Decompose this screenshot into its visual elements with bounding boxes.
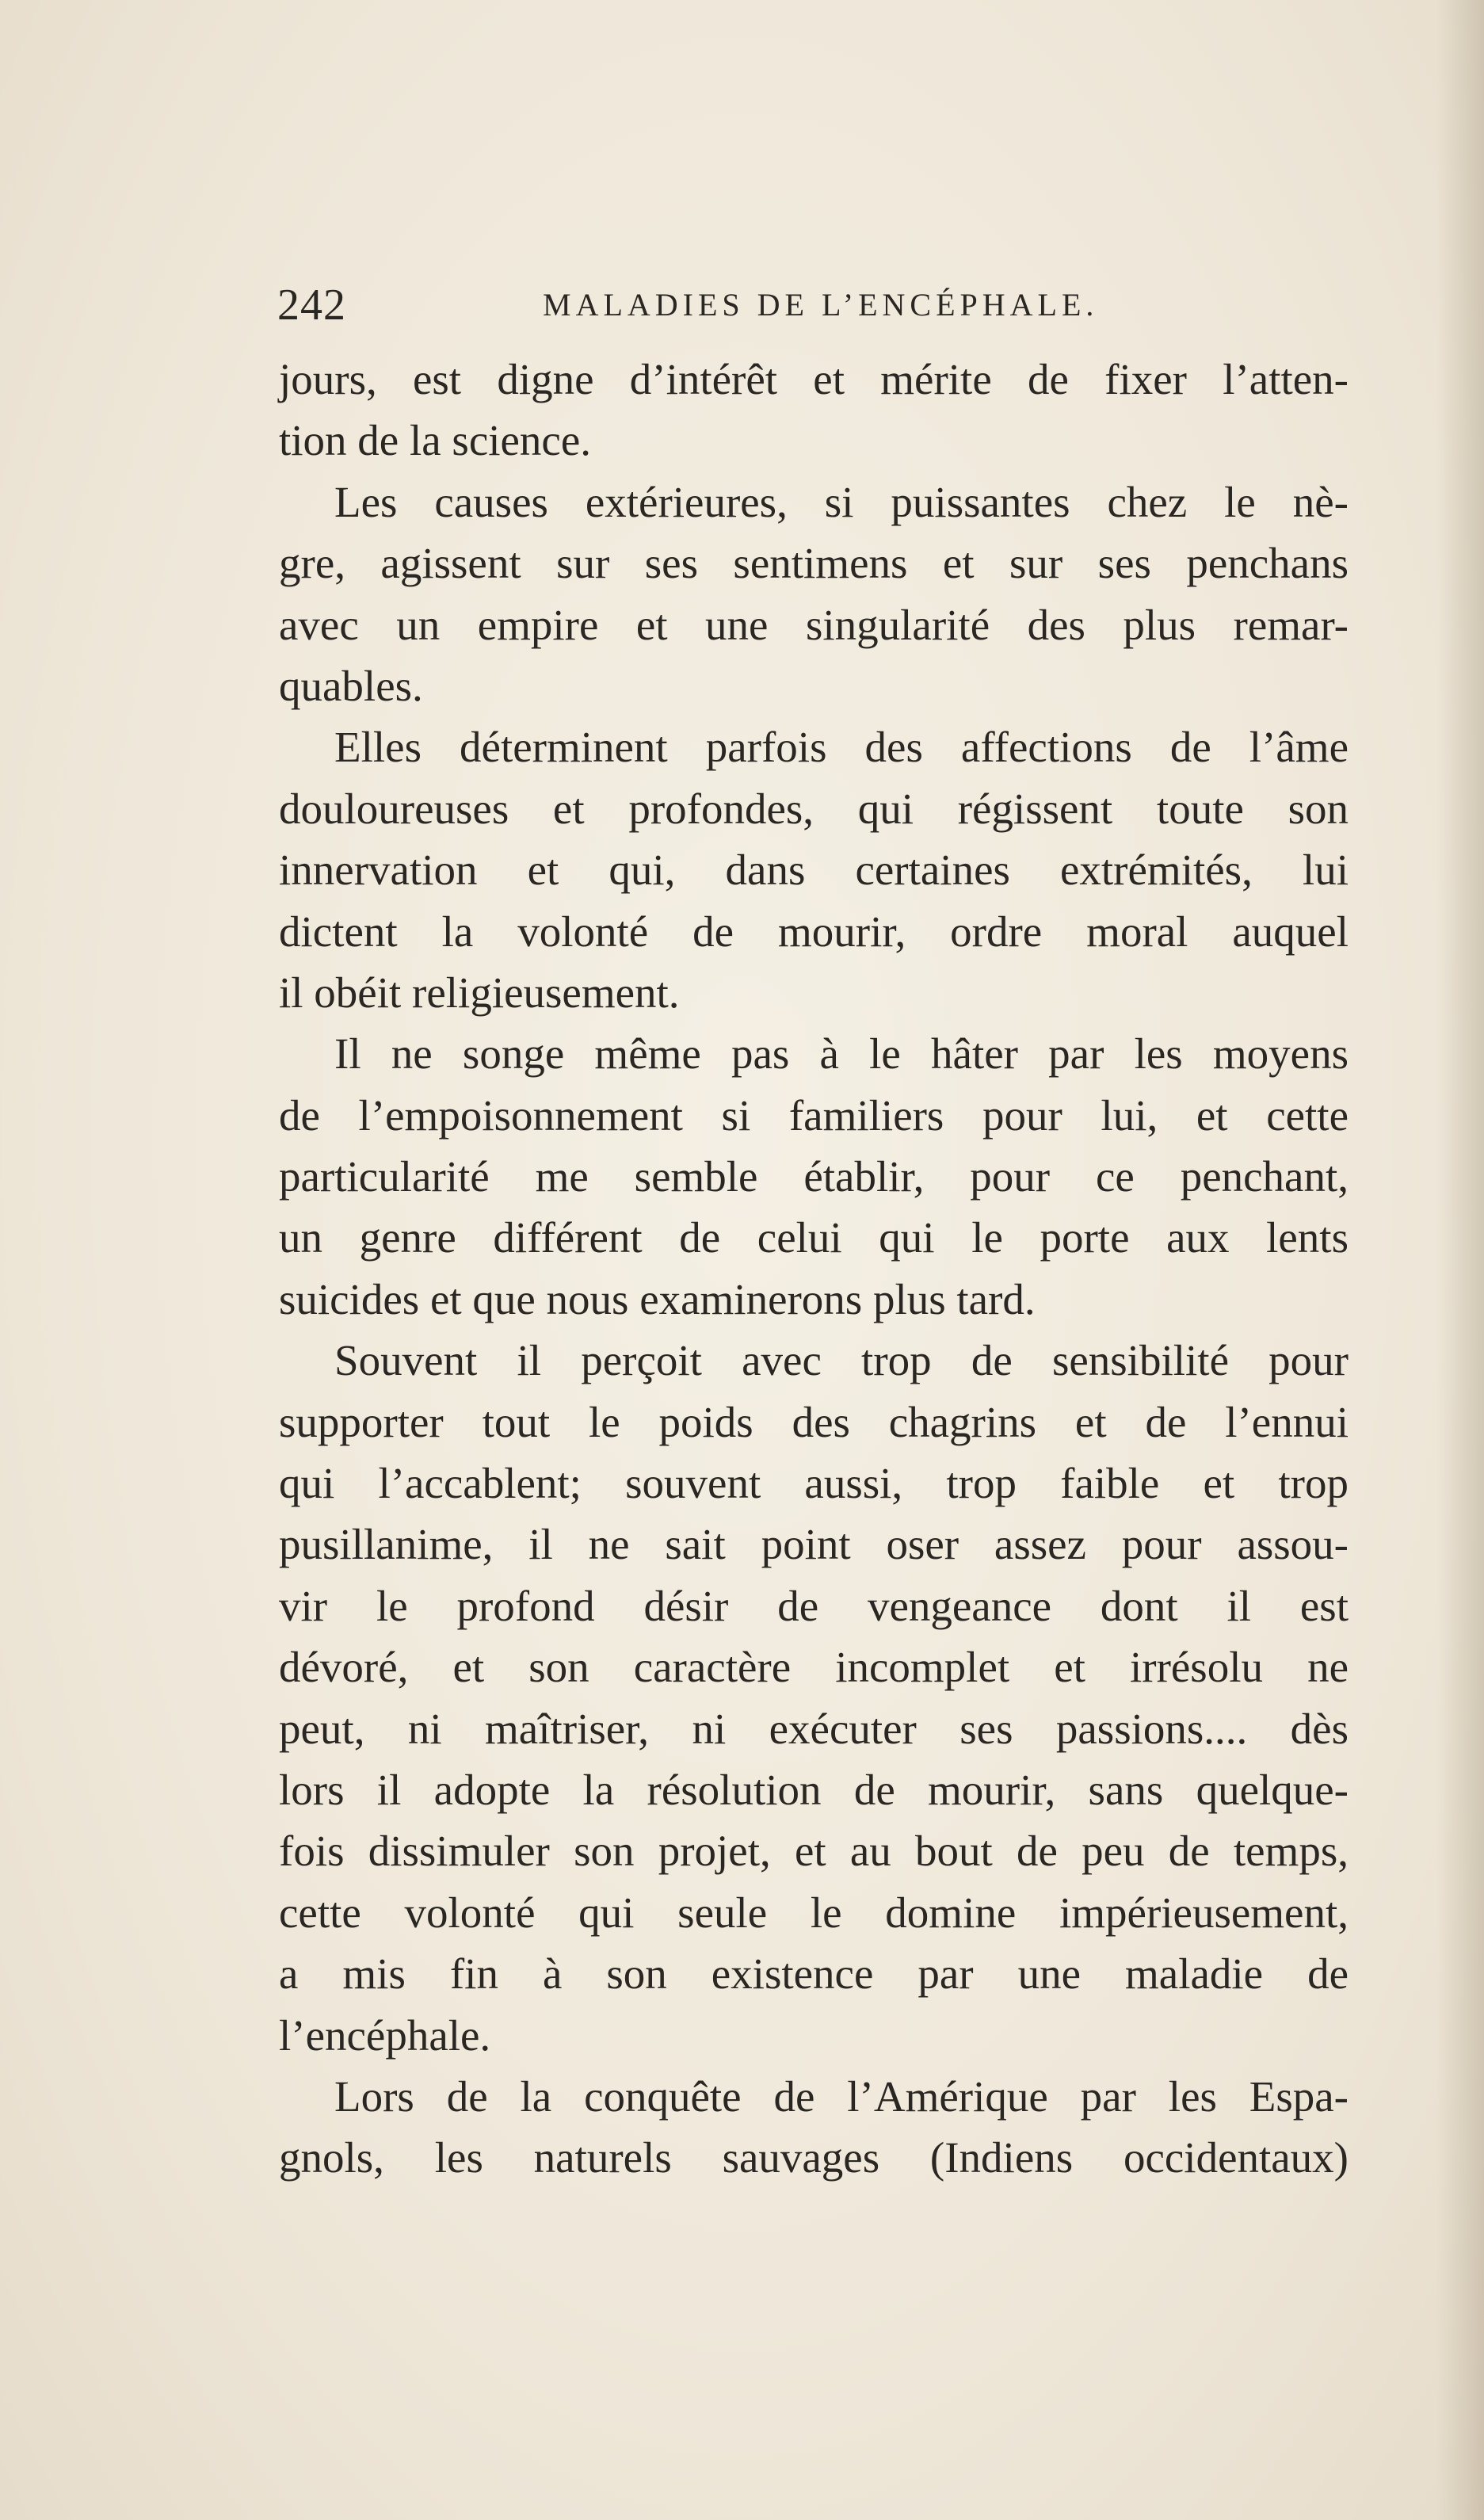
text-line: douloureuses et profondes, qui régissent toute son (279, 784, 1349, 833)
text-line: gnols, les naturels sauvages (Indiens occidentaux) (279, 2133, 1349, 2182)
text-line: Les causes extérieures, si puissantes chez le nè- (334, 477, 1349, 526)
text-line: tion de la science. (279, 416, 591, 465)
page-edge-shadow (1436, 0, 1484, 2520)
page-number: 242 (277, 281, 346, 330)
text-line: l’encéphale. (279, 2010, 491, 2060)
text-line: peut, ni maîtriser, ni exécuter ses passions.... dès (279, 1704, 1349, 1753)
text-line: cette volonté qui seule le domine impérieusement, (279, 1888, 1349, 1937)
text-line: Il ne songe même pas à le hâter par les moyens (334, 1029, 1349, 1079)
text-line: pusillanime, il ne sait point oser assez pour assou- (279, 1520, 1349, 1569)
text-line: suicides et que nous examinerons plus tard. (279, 1274, 1036, 1323)
text-line: quables. (279, 661, 423, 710)
running-title: MALADIES DE L’ENCÉPHALE. (543, 287, 1099, 323)
text-line: avec un empire et une singularité des plus remar- (279, 600, 1349, 649)
text-line: Elles déterminent parfois des affections de l’âme (334, 723, 1349, 772)
text-line: qui l’accablent; souvent aussi, trop faible et trop (279, 1459, 1349, 1508)
page-header (277, 277, 1339, 333)
text-line: vir le profond désir de vengeance dont il est (279, 1581, 1349, 1630)
text-line: particularité me semble établir, pour ce penchant, (279, 1152, 1349, 1201)
text-line: jours, est digne d’intérêt et mérite de fixer l’atten- (279, 355, 1349, 403)
text-line: de l’empoisonnement si familiers pour lui, et cette (279, 1090, 1349, 1140)
text-line: dévoré, et son caractère incomplet et irrésolu ne (279, 1643, 1349, 1692)
text-line: Lors de la conquête de l’Amérique par les Espa- (334, 2071, 1349, 2121)
text-line: lors il adopte la résolution de mourir, sans quelque- (279, 1765, 1349, 1814)
text-line: innervation et qui, dans certaines extrémités, lui (279, 846, 1349, 895)
body-text (279, 349, 1349, 2189)
text-line: gre, agissent sur ses sentimens et sur ses penchans (279, 539, 1349, 588)
text-line: a mis fin à son existence par une maladie de (279, 1949, 1349, 1999)
text-line: un genre différent de celui qui le porte aux lents (279, 1213, 1349, 1262)
text-line: il obéit religieusement. (279, 968, 680, 1017)
text-line: dictent la volonté de mourir, ordre moral auquel (279, 907, 1349, 956)
text-line: fois dissimuler son projet, et au bout de peu de temps, (279, 1827, 1349, 1876)
text-line: Souvent il perçoit avec trop de sensibilité pour (334, 1336, 1349, 1385)
text-line: supporter tout le poids des chagrins et de l’ennui (279, 1397, 1349, 1446)
